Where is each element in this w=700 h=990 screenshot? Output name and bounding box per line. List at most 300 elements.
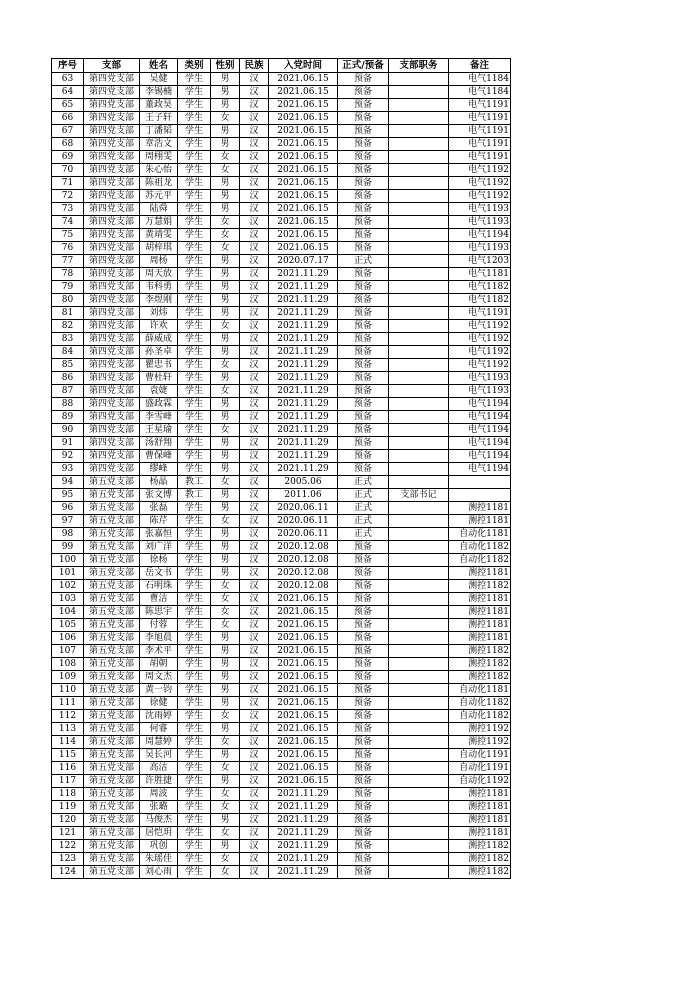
cell-status: 预备	[338, 814, 389, 827]
cell-name: 周杨	[140, 255, 178, 268]
cell-index: 84	[52, 346, 84, 359]
table-row	[52, 151, 511, 164]
cell-ethnicity: 汉	[240, 268, 269, 281]
cell-gender: 男	[211, 502, 240, 515]
cell-remark: 测控1181	[449, 515, 511, 528]
cell-index: 94	[52, 476, 84, 489]
cell-index: 71	[52, 177, 84, 190]
cell-remark: 自动化1182	[449, 541, 511, 554]
cell-remark	[449, 489, 511, 502]
table-row	[52, 684, 511, 697]
cell-join-date: 2021.11.29	[269, 840, 338, 853]
cell-remark: 电气1184	[449, 73, 511, 86]
cell-branch-role	[389, 385, 449, 398]
cell-name: 万慧娟	[140, 216, 178, 229]
cell-name: 许欢	[140, 320, 178, 333]
cell-name: 周慧婷	[140, 736, 178, 749]
cell-ethnicity: 汉	[240, 567, 269, 580]
cell-join-date: 2021.11.29	[269, 294, 338, 307]
cell-index: 104	[52, 606, 84, 619]
cell-index: 116	[52, 762, 84, 775]
cell-ethnicity: 汉	[240, 528, 269, 541]
cell-name: 陈祖龙	[140, 177, 178, 190]
header-remark: 备注	[449, 59, 511, 73]
cell-remark: 电气1191	[449, 125, 511, 138]
cell-branch-role	[389, 749, 449, 762]
cell-gender: 女	[211, 866, 240, 879]
cell-branch: 第四党支部	[84, 190, 140, 203]
cell-category: 学生	[178, 99, 211, 112]
table-row	[52, 762, 511, 775]
cell-join-date: 2021.06.15	[269, 242, 338, 255]
cell-join-date: 2021.11.29	[269, 866, 338, 879]
cell-join-date: 2020.12.08	[269, 580, 338, 593]
cell-remark: 电气1191	[449, 112, 511, 125]
cell-category: 学生	[178, 125, 211, 138]
cell-status: 预备	[338, 385, 389, 398]
cell-gender: 女	[211, 151, 240, 164]
cell-join-date: 2021.11.29	[269, 359, 338, 372]
cell-category: 学生	[178, 658, 211, 671]
header-index: 序号	[52, 59, 84, 73]
cell-remark: 电气1192	[449, 359, 511, 372]
cell-branch: 第五党支部	[84, 476, 140, 489]
cell-join-date: 2020.12.08	[269, 541, 338, 554]
cell-name: 缪峰	[140, 463, 178, 476]
cell-ethnicity: 汉	[240, 723, 269, 736]
cell-gender: 女	[211, 515, 240, 528]
cell-join-date: 2021.06.15	[269, 606, 338, 619]
cell-gender: 男	[211, 489, 240, 502]
cell-category: 学生	[178, 762, 211, 775]
cell-remark: 测控1181	[449, 827, 511, 840]
cell-ethnicity: 汉	[240, 827, 269, 840]
cell-remark: 电气1184	[449, 86, 511, 99]
cell-category: 学生	[178, 190, 211, 203]
cell-branch: 第五党支部	[84, 489, 140, 502]
cell-branch: 第四党支部	[84, 320, 140, 333]
cell-category: 学生	[178, 385, 211, 398]
cell-status: 预备	[338, 853, 389, 866]
cell-category: 学生	[178, 814, 211, 827]
cell-category: 学生	[178, 580, 211, 593]
cell-gender: 女	[211, 736, 240, 749]
cell-status: 预备	[338, 840, 389, 853]
cell-status: 预备	[338, 801, 389, 814]
cell-branch-role	[389, 593, 449, 606]
cell-name: 李术平	[140, 645, 178, 658]
table-row	[52, 853, 511, 866]
table-row	[52, 138, 511, 151]
cell-branch-role	[389, 710, 449, 723]
cell-name: 何睿	[140, 723, 178, 736]
table-row	[52, 112, 511, 125]
cell-status: 预备	[338, 671, 389, 684]
cell-index: 122	[52, 840, 84, 853]
cell-gender: 男	[211, 255, 240, 268]
cell-gender: 男	[211, 307, 240, 320]
cell-index: 115	[52, 749, 84, 762]
cell-category: 学生	[178, 307, 211, 320]
cell-gender: 女	[211, 476, 240, 489]
cell-branch: 第四党支部	[84, 372, 140, 385]
cell-ethnicity: 汉	[240, 450, 269, 463]
cell-remark: 自动化1192	[449, 775, 511, 788]
cell-gender: 男	[211, 190, 240, 203]
cell-ethnicity: 汉	[240, 853, 269, 866]
cell-remark: 电气1193	[449, 385, 511, 398]
cell-status: 预备	[338, 359, 389, 372]
cell-gender: 男	[211, 697, 240, 710]
cell-status: 预备	[338, 398, 389, 411]
cell-gender: 女	[211, 788, 240, 801]
cell-status: 预备	[338, 216, 389, 229]
cell-join-date: 2021.11.29	[269, 372, 338, 385]
cell-status: 预备	[338, 788, 389, 801]
cell-index: 113	[52, 723, 84, 736]
cell-gender: 男	[211, 814, 240, 827]
cell-join-date: 2021.06.15	[269, 203, 338, 216]
cell-branch: 第五党支部	[84, 723, 140, 736]
cell-branch: 第五党支部	[84, 762, 140, 775]
cell-ethnicity: 汉	[240, 112, 269, 125]
cell-branch: 第五党支部	[84, 853, 140, 866]
cell-join-date: 2020.12.08	[269, 554, 338, 567]
cell-name: 薛威成	[140, 333, 178, 346]
cell-gender: 男	[211, 723, 240, 736]
table-row	[52, 385, 511, 398]
cell-branch-role	[389, 671, 449, 684]
cell-branch-role	[389, 476, 449, 489]
cell-ethnicity: 汉	[240, 606, 269, 619]
cell-branch: 第四党支部	[84, 138, 140, 151]
cell-gender: 女	[211, 320, 240, 333]
cell-remark: 测控1181	[449, 567, 511, 580]
cell-branch: 第五党支部	[84, 658, 140, 671]
cell-index: 110	[52, 684, 84, 697]
table-row	[52, 372, 511, 385]
cell-category: 学生	[178, 216, 211, 229]
cell-category: 学生	[178, 723, 211, 736]
cell-branch-role	[389, 177, 449, 190]
cell-branch: 第四党支部	[84, 294, 140, 307]
cell-join-date: 2021.11.29	[269, 307, 338, 320]
cell-status: 预备	[338, 112, 389, 125]
cell-name: 胡朝	[140, 658, 178, 671]
cell-ethnicity: 汉	[240, 294, 269, 307]
cell-branch-role	[389, 242, 449, 255]
cell-branch-role	[389, 866, 449, 879]
cell-branch-role	[389, 437, 449, 450]
cell-gender: 男	[211, 554, 240, 567]
cell-remark: 自动化1182	[449, 554, 511, 567]
cell-name: 曹保峰	[140, 450, 178, 463]
cell-remark: 自动化1182	[449, 710, 511, 723]
cell-ethnicity: 汉	[240, 164, 269, 177]
cell-status: 预备	[338, 606, 389, 619]
cell-ethnicity: 汉	[240, 736, 269, 749]
cell-status: 预备	[338, 723, 389, 736]
table-row	[52, 463, 511, 476]
cell-status: 预备	[338, 372, 389, 385]
cell-join-date: 2021.06.15	[269, 151, 338, 164]
cell-branch-role	[389, 372, 449, 385]
cell-branch-role	[389, 151, 449, 164]
cell-ethnicity: 汉	[240, 216, 269, 229]
cell-ethnicity: 汉	[240, 242, 269, 255]
cell-category: 教工	[178, 489, 211, 502]
cell-branch: 第四党支部	[84, 385, 140, 398]
cell-branch: 第五党支部	[84, 710, 140, 723]
cell-join-date: 2021.11.29	[269, 450, 338, 463]
table-row	[52, 437, 511, 450]
cell-index: 88	[52, 398, 84, 411]
cell-branch-role	[389, 684, 449, 697]
cell-name: 孙圣卓	[140, 346, 178, 359]
cell-branch-role	[389, 268, 449, 281]
cell-branch: 第五党支部	[84, 801, 140, 814]
cell-branch: 第五党支部	[84, 775, 140, 788]
cell-join-date: 2021.06.15	[269, 190, 338, 203]
cell-branch: 第四党支部	[84, 242, 140, 255]
cell-join-date: 2021.06.15	[269, 138, 338, 151]
cell-ethnicity: 汉	[240, 398, 269, 411]
table-row	[52, 788, 511, 801]
cell-name: 付蓉	[140, 619, 178, 632]
cell-category: 学生	[178, 112, 211, 125]
cell-category: 学生	[178, 528, 211, 541]
cell-name: 石明珠	[140, 580, 178, 593]
cell-category: 学生	[178, 138, 211, 151]
cell-remark: 测控1192	[449, 723, 511, 736]
cell-branch-role	[389, 216, 449, 229]
cell-remark: 电气1193	[449, 242, 511, 255]
cell-name: 张磊	[140, 502, 178, 515]
cell-remark: 测控1182	[449, 840, 511, 853]
cell-branch: 第四党支部	[84, 99, 140, 112]
cell-index: 111	[52, 697, 84, 710]
cell-gender: 女	[211, 606, 240, 619]
table-row	[52, 229, 511, 242]
cell-status: 预备	[338, 619, 389, 632]
cell-index: 97	[52, 515, 84, 528]
header-ethnicity: 民族	[240, 59, 269, 73]
cell-gender: 男	[211, 268, 240, 281]
table-row	[52, 502, 511, 515]
cell-index: 112	[52, 710, 84, 723]
cell-ethnicity: 汉	[240, 801, 269, 814]
table-row	[52, 359, 511, 372]
cell-join-date: 2021.06.15	[269, 749, 338, 762]
cell-remark: 测控1181	[449, 801, 511, 814]
cell-status: 预备	[338, 320, 389, 333]
cell-name: 徐杨	[140, 554, 178, 567]
table-row	[52, 671, 511, 684]
cell-remark: 电气1191	[449, 307, 511, 320]
cell-status: 预备	[338, 333, 389, 346]
cell-gender: 女	[211, 229, 240, 242]
cell-name: 徐健	[140, 697, 178, 710]
cell-branch-role	[389, 281, 449, 294]
cell-remark: 测控1182	[449, 671, 511, 684]
cell-name: 周波	[140, 788, 178, 801]
cell-index: 65	[52, 99, 84, 112]
cell-name: 汤舒翔	[140, 437, 178, 450]
cell-branch: 第四党支部	[84, 112, 140, 125]
table-row	[52, 697, 511, 710]
cell-status: 预备	[338, 658, 389, 671]
cell-remark: 测控1181	[449, 606, 511, 619]
cell-name: 朱瑶佳	[140, 853, 178, 866]
cell-category: 学生	[178, 294, 211, 307]
table-row	[52, 73, 511, 86]
cell-index: 89	[52, 411, 84, 424]
cell-branch: 第四党支部	[84, 281, 140, 294]
cell-ethnicity: 汉	[240, 489, 269, 502]
cell-category: 学生	[178, 593, 211, 606]
table-row	[52, 515, 511, 528]
cell-index: 63	[52, 73, 84, 86]
cell-category: 学生	[178, 203, 211, 216]
cell-branch: 第五党支部	[84, 840, 140, 853]
cell-join-date: 2021.11.29	[269, 398, 338, 411]
cell-join-date: 2021.06.15	[269, 723, 338, 736]
cell-join-date: 2021.06.15	[269, 177, 338, 190]
cell-join-date: 2021.06.15	[269, 229, 338, 242]
cell-branch: 第五党支部	[84, 814, 140, 827]
cell-gender: 女	[211, 242, 240, 255]
cell-index: 74	[52, 216, 84, 229]
cell-remark: 电气1192	[449, 333, 511, 346]
cell-status: 预备	[338, 580, 389, 593]
cell-branch-role	[389, 229, 449, 242]
cell-index: 103	[52, 593, 84, 606]
header-gender: 性别	[211, 59, 240, 73]
cell-name: 岳文书	[140, 567, 178, 580]
cell-status: 预备	[338, 229, 389, 242]
cell-remark: 自动化1181	[449, 528, 511, 541]
cell-branch: 第四党支部	[84, 86, 140, 99]
header-branch-role: 支部职务	[389, 59, 449, 73]
cell-branch-role	[389, 99, 449, 112]
cell-gender: 男	[211, 645, 240, 658]
cell-name: 巩创	[140, 840, 178, 853]
cell-name: 张文博	[140, 489, 178, 502]
table-row	[52, 593, 511, 606]
table-row	[52, 541, 511, 554]
cell-index: 70	[52, 164, 84, 177]
table-row	[52, 775, 511, 788]
cell-status: 预备	[338, 541, 389, 554]
cell-join-date: 2021.06.15	[269, 671, 338, 684]
cell-join-date: 2021.11.29	[269, 320, 338, 333]
cell-category: 学生	[178, 398, 211, 411]
cell-branch-role	[389, 853, 449, 866]
cell-gender: 男	[211, 398, 240, 411]
cell-status: 正式	[338, 502, 389, 515]
cell-category: 学生	[178, 515, 211, 528]
cell-category: 学生	[178, 411, 211, 424]
cell-name: 刘广洋	[140, 541, 178, 554]
cell-status: 预备	[338, 177, 389, 190]
table-row	[52, 580, 511, 593]
cell-gender: 男	[211, 567, 240, 580]
cell-status: 正式	[338, 255, 389, 268]
cell-gender: 女	[211, 112, 240, 125]
cell-branch-role	[389, 346, 449, 359]
cell-index: 120	[52, 814, 84, 827]
cell-index: 107	[52, 645, 84, 658]
cell-category: 学生	[178, 788, 211, 801]
cell-index: 99	[52, 541, 84, 554]
cell-category: 学生	[178, 736, 211, 749]
cell-branch-role	[389, 138, 449, 151]
cell-remark: 电气1191	[449, 99, 511, 112]
cell-name: 沈雨婷	[140, 710, 178, 723]
cell-ethnicity: 汉	[240, 99, 269, 112]
cell-name: 许胜捷	[140, 775, 178, 788]
cell-status: 预备	[338, 125, 389, 138]
cell-index: 75	[52, 229, 84, 242]
cell-ethnicity: 汉	[240, 307, 269, 320]
cell-remark: 测控1181	[449, 619, 511, 632]
cell-status: 预备	[338, 697, 389, 710]
cell-branch: 第四党支部	[84, 450, 140, 463]
cell-name: 张嘉恒	[140, 528, 178, 541]
cell-join-date: 2021.11.29	[269, 281, 338, 294]
cell-name: 曹杜轩	[140, 372, 178, 385]
cell-join-date: 2021.06.15	[269, 658, 338, 671]
cell-category: 学生	[178, 73, 211, 86]
cell-gender: 男	[211, 775, 240, 788]
cell-gender: 男	[211, 281, 240, 294]
cell-branch-role	[389, 827, 449, 840]
cell-category: 学生	[178, 281, 211, 294]
cell-branch: 第五党支部	[84, 580, 140, 593]
cell-gender: 男	[211, 684, 240, 697]
cell-name: 周文杰	[140, 671, 178, 684]
cell-name: 苏元平	[140, 190, 178, 203]
cell-category: 学生	[178, 606, 211, 619]
cell-branch: 第五党支部	[84, 632, 140, 645]
cell-ethnicity: 汉	[240, 177, 269, 190]
table-row	[52, 333, 511, 346]
cell-remark: 电气1194	[449, 463, 511, 476]
cell-name: 黄靖雯	[140, 229, 178, 242]
cell-ethnicity: 汉	[240, 281, 269, 294]
cell-index: 109	[52, 671, 84, 684]
cell-name: 袁婕	[140, 385, 178, 398]
cell-gender: 女	[211, 164, 240, 177]
cell-name: 刘炜	[140, 307, 178, 320]
cell-branch-role	[389, 190, 449, 203]
cell-category: 教工	[178, 476, 211, 489]
cell-branch: 第四党支部	[84, 463, 140, 476]
cell-index: 108	[52, 658, 84, 671]
header-name: 姓名	[140, 59, 178, 73]
cell-gender: 男	[211, 840, 240, 853]
cell-status: 预备	[338, 736, 389, 749]
cell-status: 预备	[338, 151, 389, 164]
cell-join-date: 2021.11.29	[269, 385, 338, 398]
cell-join-date: 2021.11.29	[269, 463, 338, 476]
cell-gender: 女	[211, 216, 240, 229]
cell-status: 预备	[338, 138, 389, 151]
cell-join-date: 2021.11.29	[269, 827, 338, 840]
cell-category: 学生	[178, 632, 211, 645]
cell-branch-role	[389, 528, 449, 541]
cell-category: 学生	[178, 463, 211, 476]
